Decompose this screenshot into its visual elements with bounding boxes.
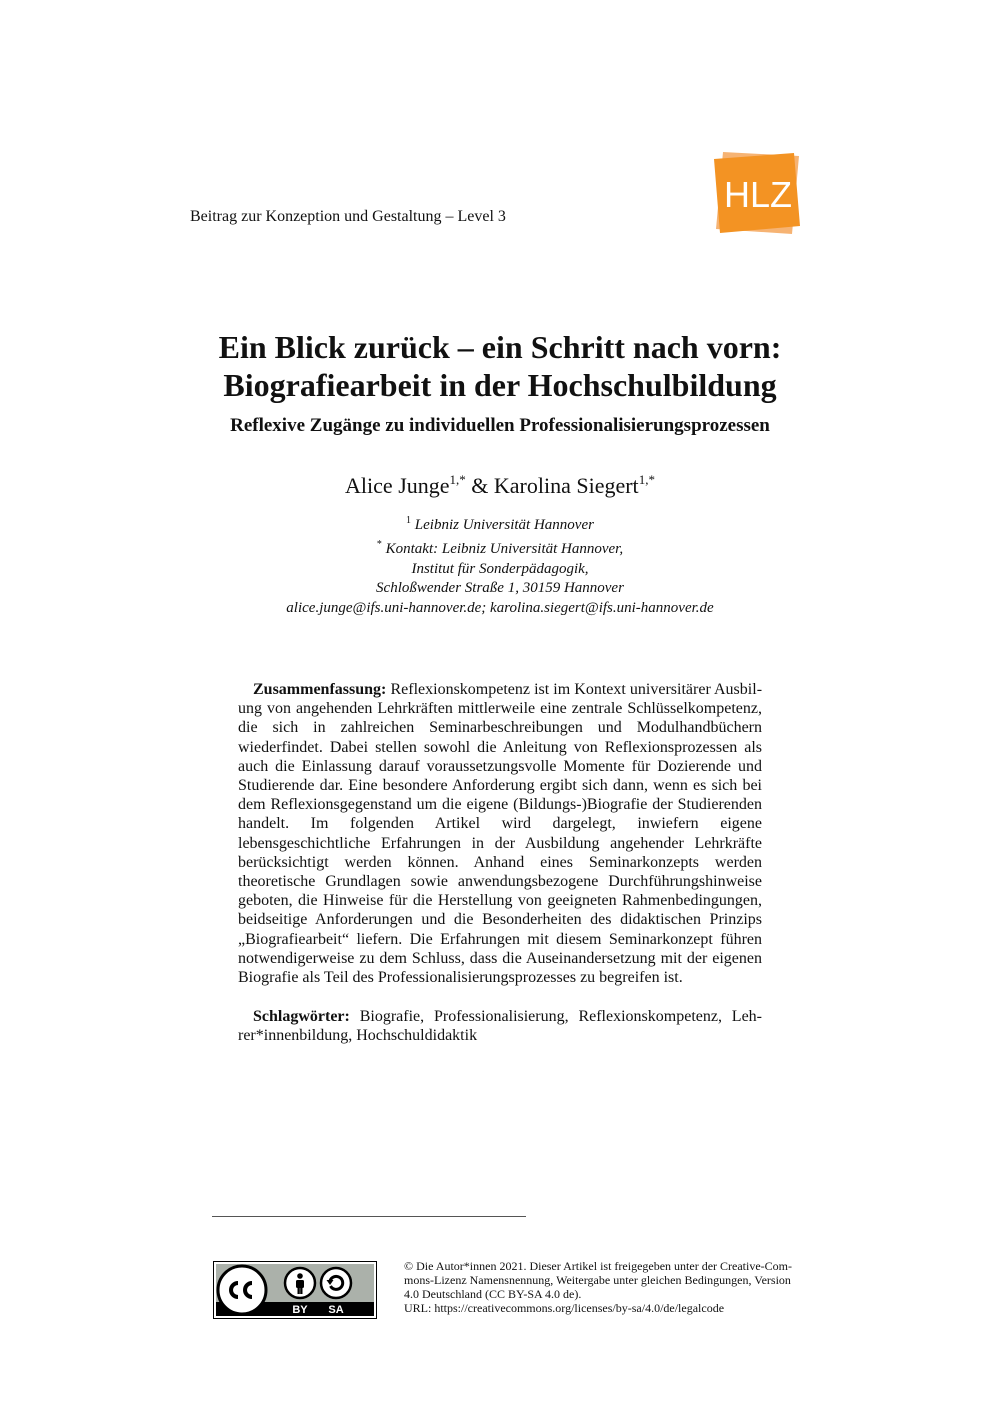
contact-label: Kontakt: Leibniz Universität Hannover, <box>385 541 624 558</box>
license-line: 4.0 Deutschland (CC BY-SA 4.0 de). <box>404 1287 582 1301</box>
person-icon <box>285 1268 315 1298</box>
title-line-2: Biografiearbeit in der Hochschulbildung <box>223 367 777 403</box>
keywords-text: Biografie, Professionalisierung, Reflexionskompetenz, Lehrer*innenbildung, Hochschuldidaktik <box>238 1008 762 1045</box>
affiliation-mark: 1 <box>406 515 412 526</box>
abstract-text: Reflexionskompetenz ist im Kontext universitärer Ausbilung von angehenden Lehrkräften mittlerweile eine zentrale Schlüsselkompetenz, die sich in zahlreichen Seminarbeschreibungen und Modulhandbüchern wiederfindet. Dabei stellen sowohl die Anleitung von Reflexionsprozessen als auch die Einlassung darauf voraussetzungsvolle Momente für Dozierende und Studierende dar. Eine besondere Anforderung ergibt sich dann, wenn es sich bei dem Reflexionsgegenstand um die eigene (Bildungs-)Biografie der Studierenden handelt. Im folgenden Artikel wird dargelegt, inwiefern eigene lebensgeschichtliche Erfahrungen in der Ausbildung angehender Lehrkräfte berücksichtigt werden können. Anhand eines Seminarkonzepts werden theoretische Grundlagen sowie anwendungsbezogene Durchführungshinweise geboten, die Hinweise für die Herstellung von geeigneten Rahmenbedingungen, beidseitige Anforderungen und die Besonderheiten des didaktischen Prinzips „Biografiearbeit“ liefern. Die Erfahrungen mit diesem Seminarkonzept führen notwendigerweise zu dem Schluss, dass die Auseinandersetzung mit der eigenen Biografie als Teil des Professionalisierungsprozesses zu begreifen ist. <box>238 681 763 987</box>
hlz-logo <box>712 150 804 236</box>
share-alike-icon <box>321 1268 351 1298</box>
series-label: Beitrag zur Konzeption und Gestaltung – Level 3 <box>190 208 506 225</box>
abstract-label: Zusammenfassung: <box>253 681 387 698</box>
affiliation-block <box>150 511 850 618</box>
license-url: URL: https://creativecommons.org/licenses/by-sa/4.0/de/legalcode <box>404 1301 725 1315</box>
author-name: Alice Junge <box>345 473 450 498</box>
affiliation-university: Leibniz Universität Hannover <box>414 517 594 533</box>
affiliation-institute: Institut für Sonderpädagogik, <box>411 560 589 577</box>
author-separator: & <box>465 473 494 498</box>
affiliation-mark: * <box>376 539 382 551</box>
keywords-label: Schlagwörter: <box>253 1008 350 1025</box>
author-list <box>150 466 850 500</box>
contact-emails: alice.junge@ifs.uni-hannover.de; karolina.siegert@ifs.uni-hannover.de <box>286 599 714 616</box>
affiliation-line <box>150 511 850 535</box>
author-name: Karolina Siegert <box>493 473 639 498</box>
abstract <box>238 680 762 987</box>
footnote-divider <box>212 1216 526 1217</box>
logo-text: HLZ <box>723 174 793 215</box>
cc-badge-by: BY <box>292 1304 308 1316</box>
subtitle: Reflexive Zugänge zu individuellen Professionalisierungsprozessen <box>230 415 770 436</box>
cc-by-sa-badge <box>213 1261 377 1319</box>
affiliation-line <box>150 535 850 559</box>
author-mark: 1,* <box>449 472 466 487</box>
author-mark: 1,* <box>638 472 655 487</box>
title-block <box>150 328 850 438</box>
affiliation-address: Schloßwender Straße 1, 30159 Hannover <box>376 580 624 597</box>
cc-icon <box>218 1266 266 1314</box>
license-notice <box>404 1259 816 1315</box>
license-line: mons-Lizenz Namensnennung, Weitergabe unter gleichen Bedingungen, Version <box>404 1273 791 1287</box>
cc-badge-sa: SA <box>328 1304 344 1316</box>
license-line: © Die Autor*innen 2021. Dieser Artikel ist freigegeben unter der Creative-Com- <box>404 1259 793 1273</box>
keywords <box>238 1007 762 1045</box>
title-line-1: Ein Blick zurück – ein Schritt nach vorn: <box>218 329 782 365</box>
